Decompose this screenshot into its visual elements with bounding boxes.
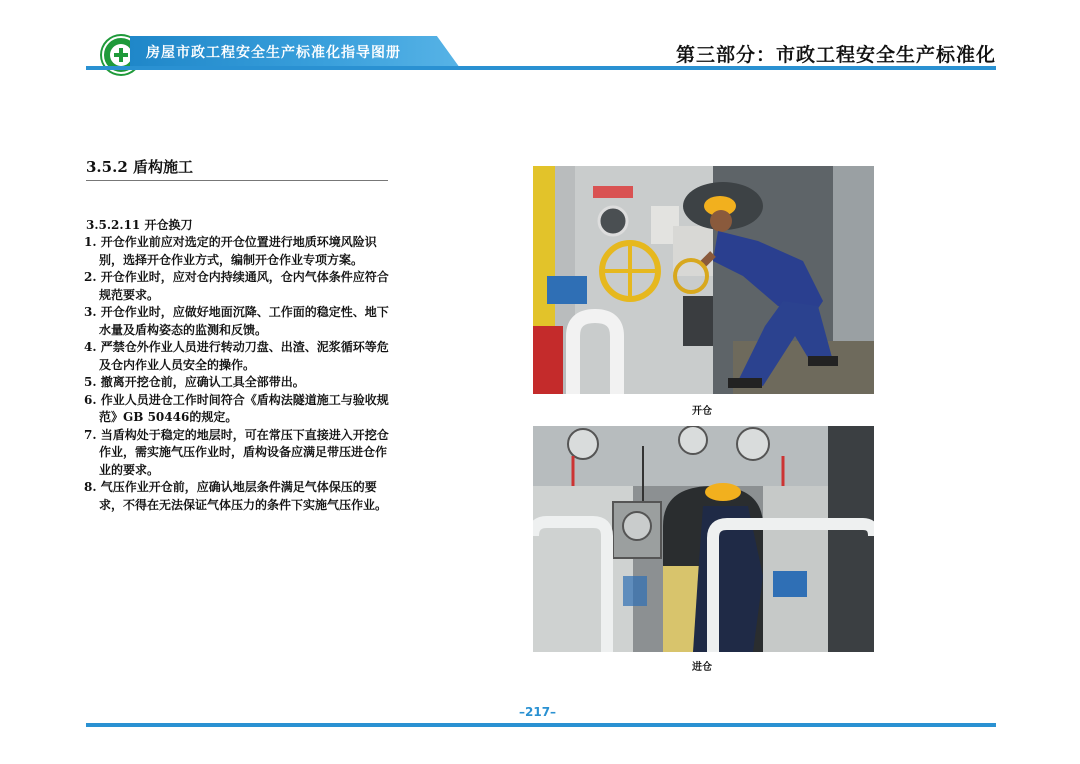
header-divider — [86, 66, 996, 70]
photo-open-chamber-illustration — [533, 166, 874, 394]
list-item: 4. 严禁仓外作业人员进行转动刀盘、出渣、泥浆循环等危及仓内作业人员安全的操作。 — [84, 340, 389, 372]
photo-open-chamber — [533, 166, 874, 394]
list-item: 8. 气压作业开仓前，应确认地层条件满足气体保压的要求，不得在无法保证气体压力的条件下实施气压作业。 — [84, 480, 388, 512]
list-item: 5. 撤离开挖仓前，应确认工具全部带出。 — [84, 375, 305, 389]
list-item: 2. 开仓作业时，应对仓内持续通风，仓内气体条件应符合规范要求。 — [84, 270, 389, 302]
manual-title: 房屋市政工程安全生产标准化指导图册 — [146, 45, 401, 61]
section-heading-rule — [86, 180, 388, 181]
list-item: 1. 开仓作业前应对选定的开仓位置进行地质环境风险识别，选择开仓作业方式，编制开仓作业专项方案。 — [84, 235, 377, 267]
photo-enter-chamber — [533, 426, 874, 652]
page-number: –217– — [519, 705, 557, 719]
photo-open-chamber-caption: 开仓 — [692, 406, 712, 417]
list-item: 7. 当盾构处于稳定的地层时，可在常压下直接进入开挖仓作业，需实施气压作业时，盾构设备应满足带压进仓作业的要求。 — [84, 427, 389, 477]
list-item: 6. 作业人员进仓工作时间符合《盾构法隧道施工与验收规范》GB 50446的规定。 — [84, 392, 389, 424]
subsection-heading: 3.5.2.11 开仓换刀 — [86, 218, 193, 232]
photo-enter-chamber-illustration — [533, 426, 874, 652]
part-title: 第三部分：市政工程安全生产标准化 — [675, 44, 996, 66]
list-item: 3. 开仓作业时，应做好地面沉降、工作面的稳定性、地下水量及盾构姿态的监测和反馈。 — [84, 305, 389, 337]
section-heading: 3.5.2 盾构施工 — [86, 158, 193, 176]
requirements-list — [84, 234, 394, 514]
footer-divider — [86, 723, 996, 727]
photo-enter-chamber-caption: 进仓 — [692, 662, 712, 673]
